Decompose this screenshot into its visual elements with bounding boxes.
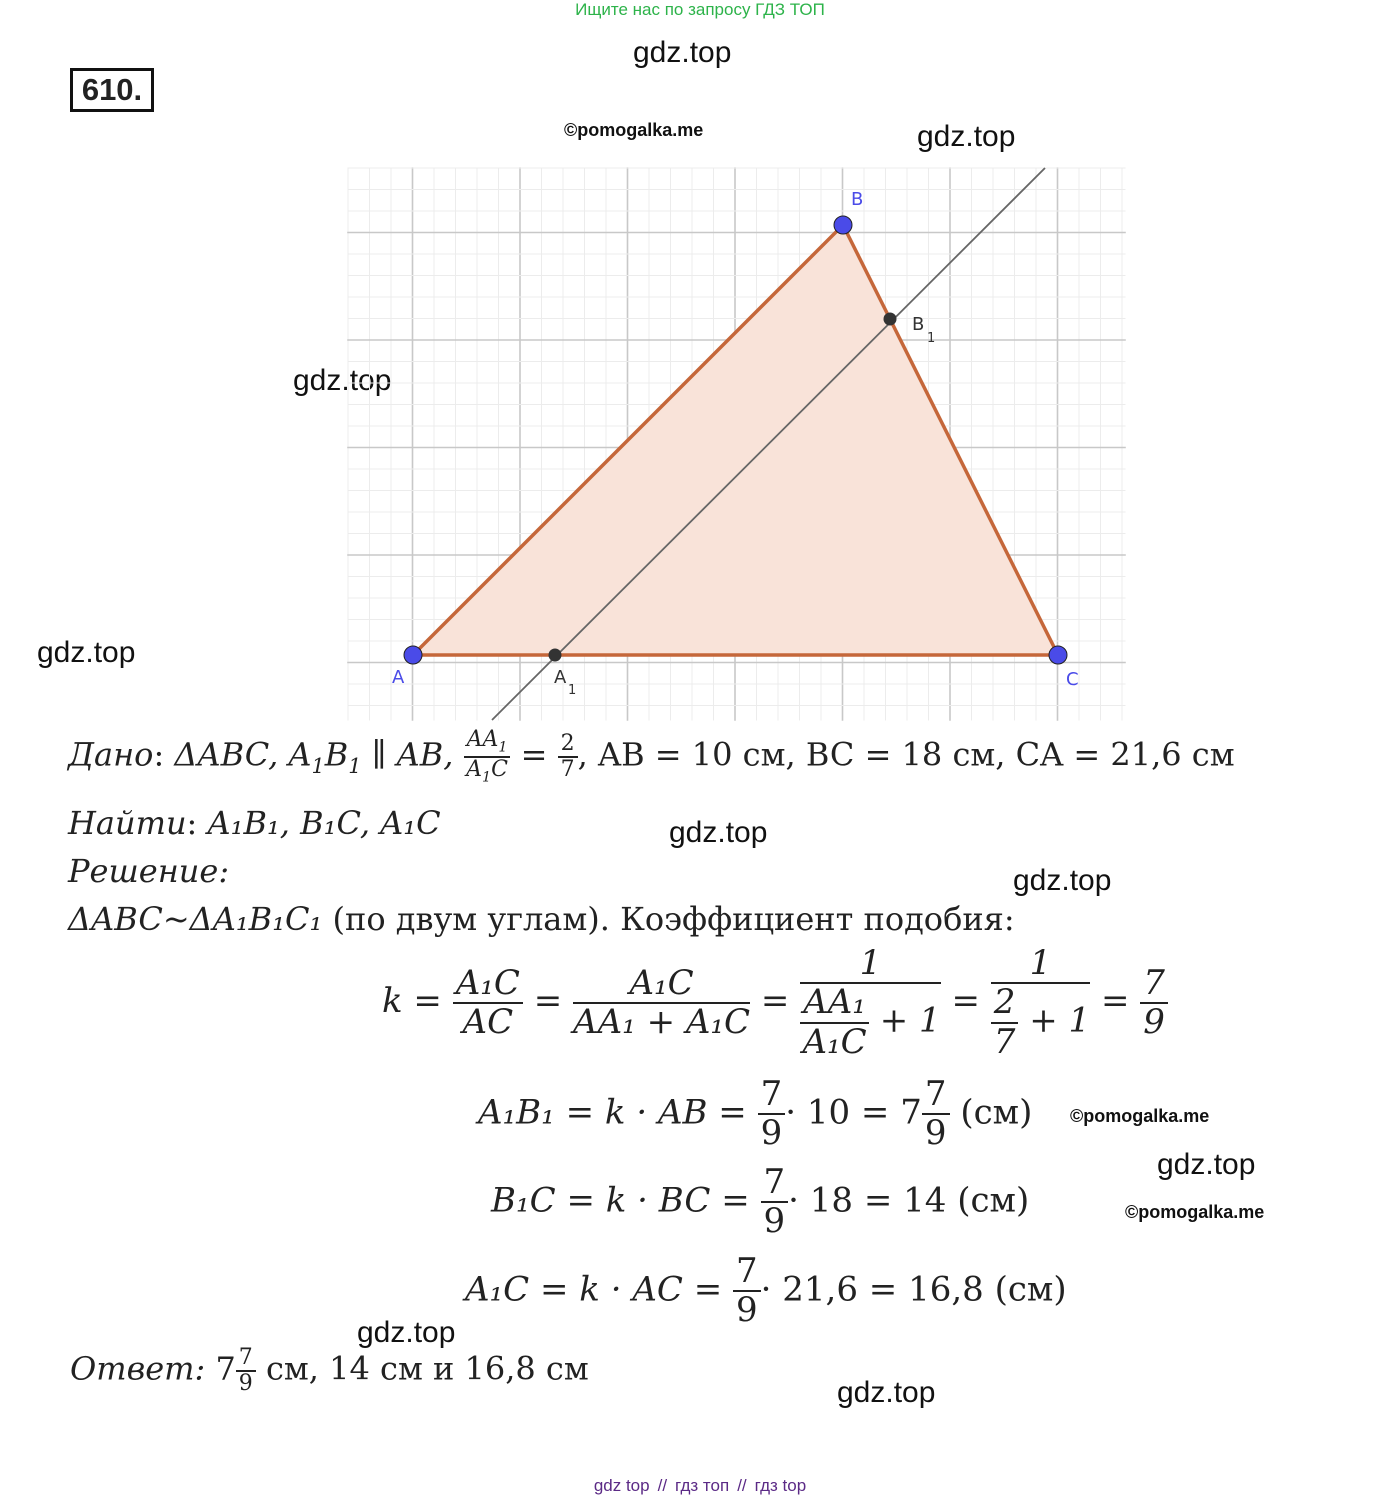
k-formula: k = $\frac{\text{A₁C}}{AC}$ = $\frac{\text{A₁C}}{\text{AA₁ + A₁C}}$ = 1 $\frac{\text{AA₁}}{\text{A₁C}}$ + 1 = 1 $\frac{2}{7}$ + 1 = $\frac{7}{9}$ — [382, 945, 1168, 1061]
label-a1-sub: 1 — [568, 683, 577, 698]
watermark: gdz.top — [1013, 864, 1112, 897]
copyright-watermark: ©pomogalka.me — [564, 120, 704, 140]
footer-link-gdz-top[interactable]: gdz top — [593, 1476, 650, 1495]
given-label: Дано — [68, 735, 154, 774]
label-b1: B — [912, 314, 925, 335]
watermark: gdz.top — [1157, 1148, 1256, 1181]
given-fraction: $\frac{AA_1}{A_1C}$ — [464, 728, 511, 786]
search-banner[interactable]: Ищите нас по запросу ГДЗ ТОП — [575, 0, 825, 19]
vertex-b — [834, 216, 852, 234]
watermark: gdz.top — [917, 120, 1016, 153]
find-text: A₁B₁, B₁C, A₁C — [207, 804, 441, 842]
point-b1 — [884, 313, 897, 326]
footer-links: gdz top // гдз топ // гдз top — [593, 1476, 807, 1495]
solution-label: Решение: — [68, 852, 230, 890]
find-label: Найти — [68, 804, 187, 842]
given-rest: , AB = 10 см, BC = 18 см, CA = 21,6 см — [577, 735, 1235, 774]
footer-link-gdz-top-mixed[interactable]: гдз top — [754, 1476, 807, 1495]
watermark: gdz.top — [837, 1376, 936, 1409]
given-text-a: ΔABC, A — [174, 735, 312, 774]
a1c-formula: A₁C = k · AC = $\frac{7}{9}$ · 21,6 = 16,8 (см) — [465, 1251, 1067, 1331]
watermark: gdz.top — [37, 636, 136, 669]
find-line: Найти: A₁B₁, B₁C, A₁C — [68, 804, 441, 842]
label-a: A — [392, 667, 405, 688]
copyright-watermark: ©pomogalka.me — [1070, 1106, 1210, 1126]
answer-line: Ответ: 7 $\frac{7}{9}$ см, 14 см и 16,8 см — [70, 1345, 589, 1397]
watermark: gdz.top — [669, 816, 768, 849]
watermark: gdz.top — [357, 1316, 456, 1349]
label-c: C — [1066, 669, 1079, 690]
watermark: gdz.top — [293, 364, 392, 397]
triangle-figure — [340, 160, 1140, 725]
watermark: gdz.top — [633, 36, 732, 69]
label-a1: A — [554, 667, 567, 688]
copyright-watermark: ©pomogalka.me — [1125, 1202, 1265, 1222]
given-ratio: $\frac{2}{7}$ — [558, 732, 578, 782]
vertex-c — [1049, 646, 1067, 664]
b1c-formula: B₁C = k · BC = $\frac{7}{9}$ · 18 = 14 (см) — [491, 1162, 1030, 1242]
given-text-b: ∥ AB, — [361, 735, 464, 774]
similarity-line: ΔABC~ΔA₁B₁C₁ (по двум углам). Коэффициент подобия: — [68, 900, 1015, 938]
label-b: B — [851, 189, 864, 210]
a1b1-formula: A₁B₁ = k · AB = $\frac{7}{9}$ · 10 = 7 $\frac{7}{9}$ (см) — [478, 1074, 1033, 1154]
label-b1-sub: 1 — [927, 331, 936, 346]
vertex-a — [404, 646, 422, 664]
point-a1 — [549, 649, 562, 662]
given-line: Дано: ΔABC, $A_1B_1$ ∥ AB, $\frac{AA_1}{A_1C}$ = $\frac{2}{7}$ , AB = 10 см, BC = 18 см, CA = 21,6 см — [68, 727, 1235, 786]
problem-number: 610. — [70, 68, 154, 112]
footer-link-gdz-top-ru[interactable]: гдз топ — [675, 1476, 730, 1495]
